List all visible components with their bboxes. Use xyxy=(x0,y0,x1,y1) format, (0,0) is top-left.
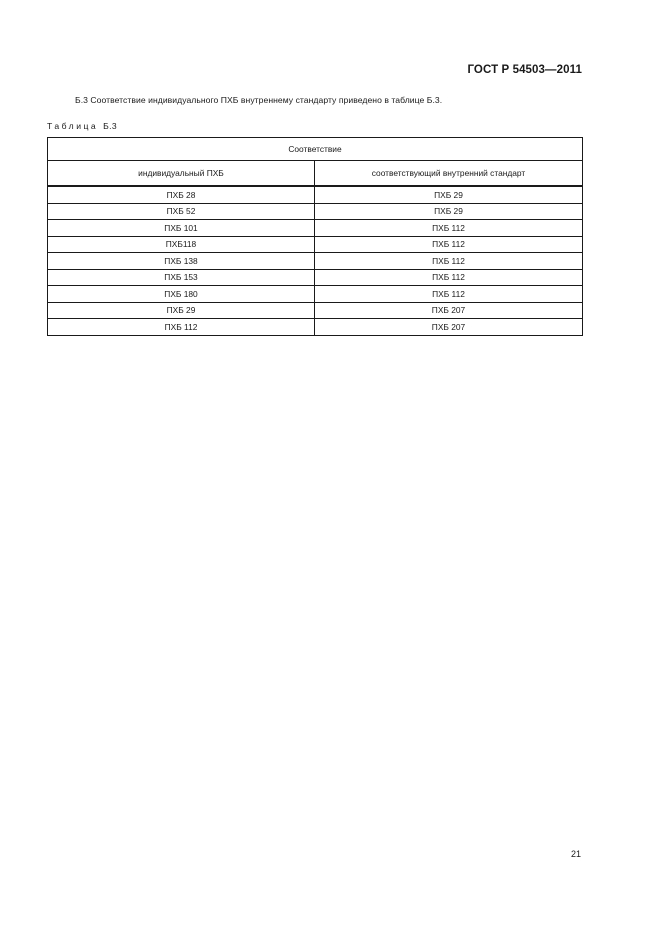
table-row xyxy=(48,203,583,220)
page-number: 21 xyxy=(570,849,581,859)
intro-paragraph: Б.3 Соответствие индивидуального ПХБ внутреннему стандарту приведено в таблице Б.3. xyxy=(75,95,443,105)
table-row xyxy=(48,269,583,286)
table-row xyxy=(48,302,583,319)
cell-internal-standard: ПХБ 29 xyxy=(315,203,583,220)
cell-individual-pcb: ПХБ 28 xyxy=(48,186,315,203)
table-row xyxy=(48,319,583,336)
cell-individual-pcb: ПХБ118 xyxy=(48,236,315,253)
document-id: ГОСТ Р 54503—2011 xyxy=(467,64,582,76)
table-row xyxy=(48,186,583,203)
table-row xyxy=(48,253,583,270)
cell-individual-pcb: ПХБ 180 xyxy=(48,286,315,303)
table-group-header: Соответствие xyxy=(48,138,583,161)
cell-individual-pcb: ПХБ 52 xyxy=(48,203,315,220)
cell-internal-standard: ПХБ 112 xyxy=(315,253,583,270)
table-row xyxy=(48,236,583,253)
table-row xyxy=(48,220,583,237)
cell-internal-standard: ПХБ 112 xyxy=(315,286,583,303)
correspondence-table xyxy=(47,137,583,336)
column-header-internal-standard: соответствующий внутренний стандарт xyxy=(315,161,583,187)
cell-individual-pcb: ПХБ 101 xyxy=(48,220,315,237)
cell-internal-standard: ПХБ 112 xyxy=(315,269,583,286)
cell-individual-pcb: ПХБ 153 xyxy=(48,269,315,286)
cell-individual-pcb: ПХБ 138 xyxy=(48,253,315,270)
cell-internal-standard: ПХБ 29 xyxy=(315,186,583,203)
cell-internal-standard: ПХБ 207 xyxy=(315,302,583,319)
column-header-individual-pcb: индивидуальный ПХБ xyxy=(48,161,315,187)
cell-individual-pcb: ПХБ 112 xyxy=(48,319,315,336)
table-caption-label: Таблица xyxy=(47,121,99,131)
cell-internal-standard: ПХБ 207 xyxy=(315,319,583,336)
cell-individual-pcb: ПХБ 29 xyxy=(48,302,315,319)
cell-internal-standard: ПХБ 112 xyxy=(315,236,583,253)
table-caption xyxy=(47,121,117,131)
cell-internal-standard: ПХБ 112 xyxy=(315,220,583,237)
table-caption-number: Б.3 xyxy=(103,121,118,131)
table-row xyxy=(48,286,583,303)
